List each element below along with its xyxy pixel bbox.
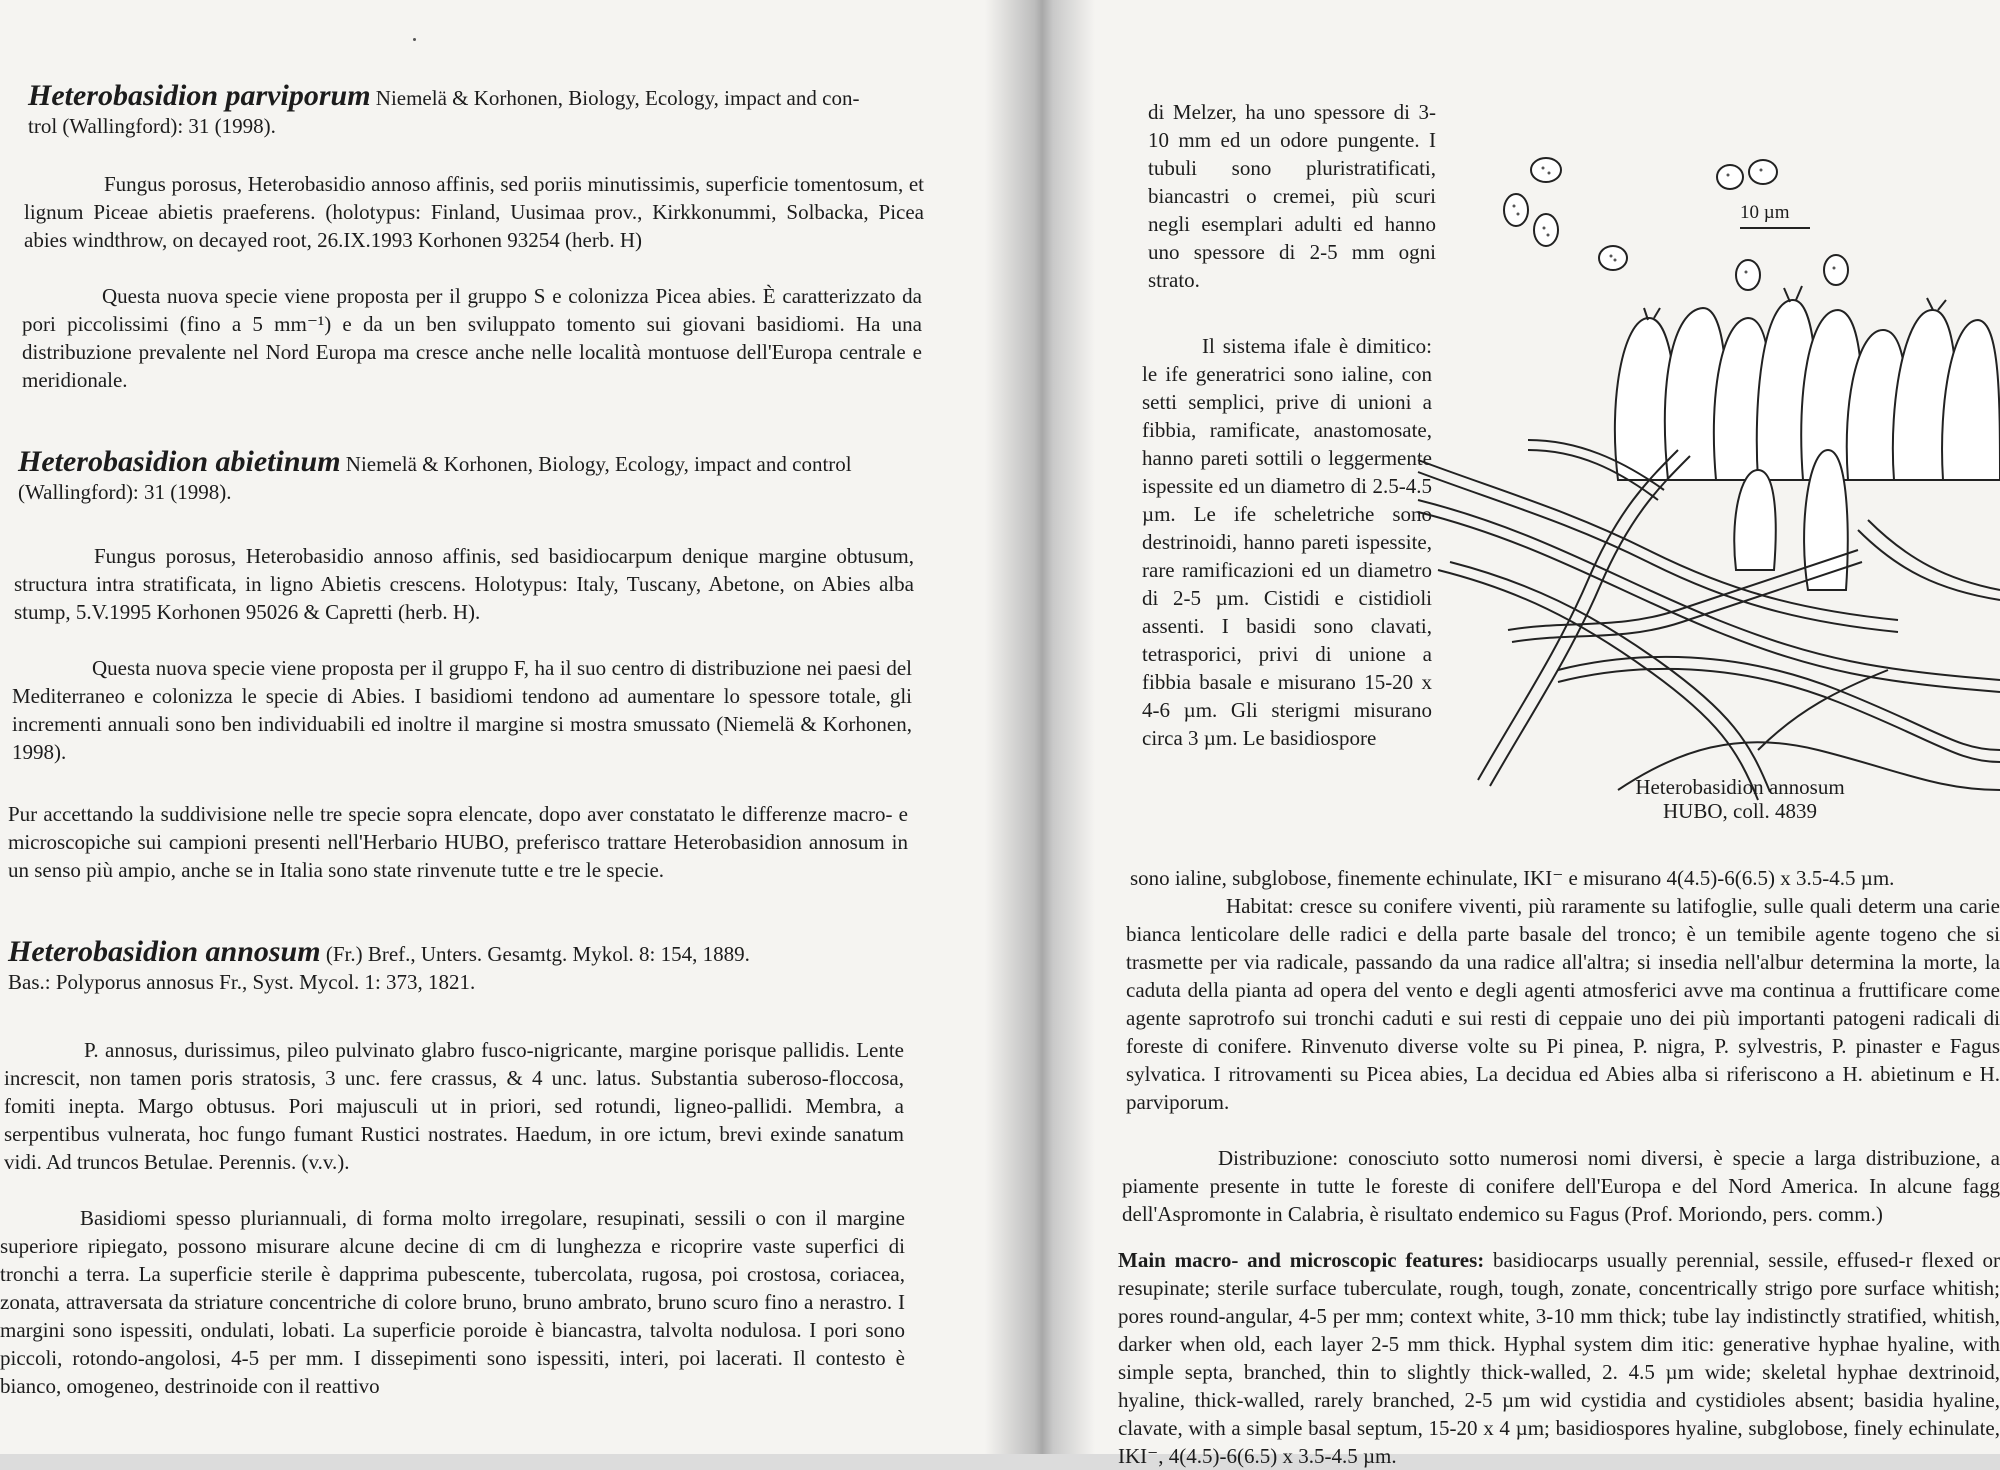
hypha bbox=[1490, 456, 1690, 786]
figure-caption bbox=[1590, 775, 1890, 823]
spore bbox=[1531, 158, 1561, 182]
species-entry-abietinum bbox=[18, 445, 918, 506]
latin-diagnosis: Fungus porosus, Heterobasidio annoso affinis, sed poriis minutissimis, superficie tomentosum, et lignum Piceae abietis praeferens. (holotypus: Finland, Uusimaa prov., Kirkkonummi, Solbacka, Picea abies windthrow, on decayed root, 26.IX.1993 Korhonen 93254 (herb. H) bbox=[24, 172, 924, 252]
species-citation: (Fr.) Bref., Unters. Gesamtg. Mykol. 8: 154, 1889. bbox=[325, 942, 750, 966]
spore bbox=[1736, 260, 1760, 290]
basidiospore-description: sono ialine, subglobose, finemente echinulate, IKI⁻ e misurano 4(4.5)-6(6.5) x 3.5-4.5 µm. bbox=[1130, 866, 1895, 890]
features-text: basidiocarps usually perennial, sessile, effused-r flexed or resupinate; sterile surface tuberculate, rough, tough, zonate, concentrically strigo pore surface whitish; pores round-angular, 4-5 per mm; context white, 3-10 mm thick; tube lay indistinctly stratified, whitish, darker when old, each layer 2-5 mm thick. Hyphal system dim itic: generative hyphae hyaline, with simple septa, branched, thin to slightly thick-walled, 2. 4.5 µm wide; skeletal hyphae dextrinoid, hyaline, thick-walled, rarely branched, 2-5 µm wid cystidia and cystidioles absent; basidia hyaline, clavate, with a simple basal septum, 15-20 x 4 µm; basidiospores hyaline, subglobose, finely echinulate, IKI⁻, 4(4.5)-6(6.5) x 3.5-4.5 µm. bbox=[1118, 1248, 2000, 1468]
microscopy-illustration bbox=[1418, 150, 2000, 810]
spore bbox=[1824, 255, 1848, 285]
species-name: Heterobasidion parviporum bbox=[28, 79, 371, 112]
book-gutter bbox=[985, 0, 1095, 1454]
spore bbox=[1599, 246, 1627, 270]
caption-collection: HUBO, coll. 4839 bbox=[1663, 799, 1817, 823]
species-entry-parviporum bbox=[28, 79, 928, 140]
caption-species: Heterobasidion annosum bbox=[1635, 775, 1845, 799]
species-entry-annosum bbox=[8, 935, 908, 996]
hypha bbox=[1450, 562, 1770, 792]
latin-diagnosis: P. annosus, durissimus, pileo pulvinato glabro fusco-nigricante, margine porisque pallidis. Lente increscit, non tamen poris stratosis, 3 unc. fere crassus, & 4 unc. latus. Substantia suberoso-floccosa, fomiti inepta. Margo obtusus. Pori majusculi ut in priori, sed rotundi, ligneo-pallidi. Membra, a serpentibus vulnerata, hoc fungo fumant Rustici nostrates. Haedum, in ore ictum, brevi exinde sanatum vidi. Ad truncos Betulae. Perennis. (v.v.). bbox=[4, 1038, 904, 1174]
italian-description: Questa nuova specie viene proposta per il gruppo F, ha il suo centro di distribuzione nei paesi del Mediterraneo e colonizza le specie di Abies. I basidiomi tendono ad aumentare lo spessore totale, gli incrementi annuali sono ben individuabili ed inoltre il margine si mostra smussato (Niemelä & Korhonen, 1998). bbox=[12, 656, 912, 764]
page-speck bbox=[413, 38, 416, 41]
hyphae-basidia-drawing bbox=[1418, 150, 2000, 810]
italian-description: Questa nuova specie viene proposta per il gruppo S e colonizza Picea abies. È caratterizzato da pori piccolissimi (fino a 5 mm⁻¹) e da un ben sviluppato tomento sui giovani basidiomi. Ha una distribuzione prevalente nel Nord Europa ma cresce anche nelle località montuose dell'Europa centrale e meridionale. bbox=[22, 284, 922, 392]
context-description: di Melzer, ha uno spessore di 3-10 mm ed un odore pungente. I tubuli sono pluristratificati, biancastri o cremei, più scuri negli esemplari adulti ed hanno uno spessore di 2-5 mm ogni strato. bbox=[1148, 100, 1436, 292]
spore bbox=[1717, 165, 1743, 189]
basidiole bbox=[1734, 470, 1775, 570]
latin-diagnosis: Fungus porosus, Heterobasidio annoso affinis, sed basidiocarpum denique margine obtusum, structura intra stratificata, in ligno Abietis crescens. Holotypus: Italy, Tuscany, Abetone, on Abies alba stump, 5.V.1995 Korhonen 95026 & Capretti (herb. H). bbox=[14, 544, 914, 624]
taxonomic-note: Pur accettando la suddivisione nelle tre specie sopra elencate, dopo aver constatato le differenze macro- e microscopiche sui campioni presenti nell'Herbario HUBO, preferisco trattare Heterobasidion annosum in un senso più ampio, anche se in Italia sono state rinvenute tutte e tre le specie. bbox=[8, 802, 908, 882]
species-citation-cont: trol (Wallingford): 31 (1998). bbox=[28, 114, 276, 138]
left-page bbox=[0, 0, 960, 1454]
spore bbox=[1749, 160, 1777, 184]
spore bbox=[1534, 214, 1558, 246]
spore bbox=[1504, 194, 1528, 226]
species-name: Heterobasidion abietinum bbox=[18, 445, 341, 478]
scale-bar-label: 10 µm bbox=[1740, 202, 1790, 223]
hypha bbox=[1478, 450, 1678, 780]
hypha bbox=[1418, 512, 2000, 692]
hypha bbox=[1558, 669, 2000, 762]
distribution-description: Distribuzione: conosciuto sotto numerosi nomi diversi, è specie a larga distribuzione, a piamente presente in tutte le foreste di conifere dell'Europa e del Nord America. In alcune fagg dell'Aspromonte in Calabria, è risultato endemico su Fagus (Prof. Moriondo, pers. comm.) bbox=[1122, 1146, 2000, 1226]
features-heading: Main macro- and microscopic features: bbox=[1118, 1248, 1485, 1272]
species-citation: Niemelä & Korhonen, Biology, Ecology, impact and control bbox=[345, 452, 852, 476]
italian-description: Basidiomi spesso pluriannuali, di forma molto irregolare, resupinati, sessili o con il margine superiore ripiegato, possono misurare alcune decine di cm di lunghezza e ricoprire vaste superfici di tronchi a terra. La superficie sterile è dapprima pubescente, tubercolata, rugosa, poi crostosa, coriacea, zonata, attraversata da striature concentriche di colore bruno, bruno ambrato, bruno scuro fino a nerastro. I margini sono ispessiti, ondulati, lobati. La superficie poroide è biancastra, talvolta nodulosa. I pori sono piccoli, rotondo-angolosi, 4-5 per mm. I dissepimenti sono ispessiti, interi, poi lacerati. Il contesto è bianco, omogeneo, destrinoide con il reattivo bbox=[0, 1206, 905, 1398]
habitat-description: Habitat: cresce su conifere viventi, più raramente su latifoglie, sulle quali determ una carie bianca lenticolare delle radici e della parte basale del tronco; è un temibile agente togeno che si trasmette per via radicale, passando da una radice all'altra; si insedia nell'albur determina la morte, la caduta della pianta ad opera del vento e degli agenti atmosferici avve ma continua a fruttificare come agente saprotrofo sui tronchi caduti e sui resti di ceppaie uno dei più importanti patogeni radicali di foreste di conifere. Rinvenuto diverse volte su Pi pinea, P. nigra, P. sylvestris, P. pinaster e Fagus sylvatica. I ritrovamenti su Picea abies, La decidua ed Abies alba si riferiscono a H. abietinum e H. parviporum. bbox=[1126, 894, 2000, 1114]
hyphal-system-description: Il sistema ifale è dimitico: le ife generatrici sono ialine, con setti semplici, prive di unioni a fibbia, ramificate, anastomosate, hanno pareti sottili o leggermente ispessite ed un diametro di 2.5-4.5 µm. Le ife scheletriche sono destrinoidi, hanno pareti ispessite, rare ramificazioni ed un diametro di 2-5 µm. Cistidi e cistidioli assenti. I basidi sono clavati, tetrasporici, privi di unione a fibbia basale e misurano 15-20 x 4-6 µm. Gli sterigmi misurano circa 3 µm. Le basidiospore bbox=[1142, 334, 1432, 750]
species-citation: Niemelä & Korhonen, Biology, Ecology, impact and con- bbox=[375, 86, 860, 110]
species-name: Heterobasidion annosum bbox=[8, 935, 321, 968]
basionym: Bas.: Polyporus annosus Fr., Syst. Mycol. 1: 373, 1821. bbox=[8, 970, 476, 994]
species-citation-cont: (Wallingford): 31 (1998). bbox=[18, 480, 232, 504]
features-summary bbox=[1118, 1246, 2000, 1470]
